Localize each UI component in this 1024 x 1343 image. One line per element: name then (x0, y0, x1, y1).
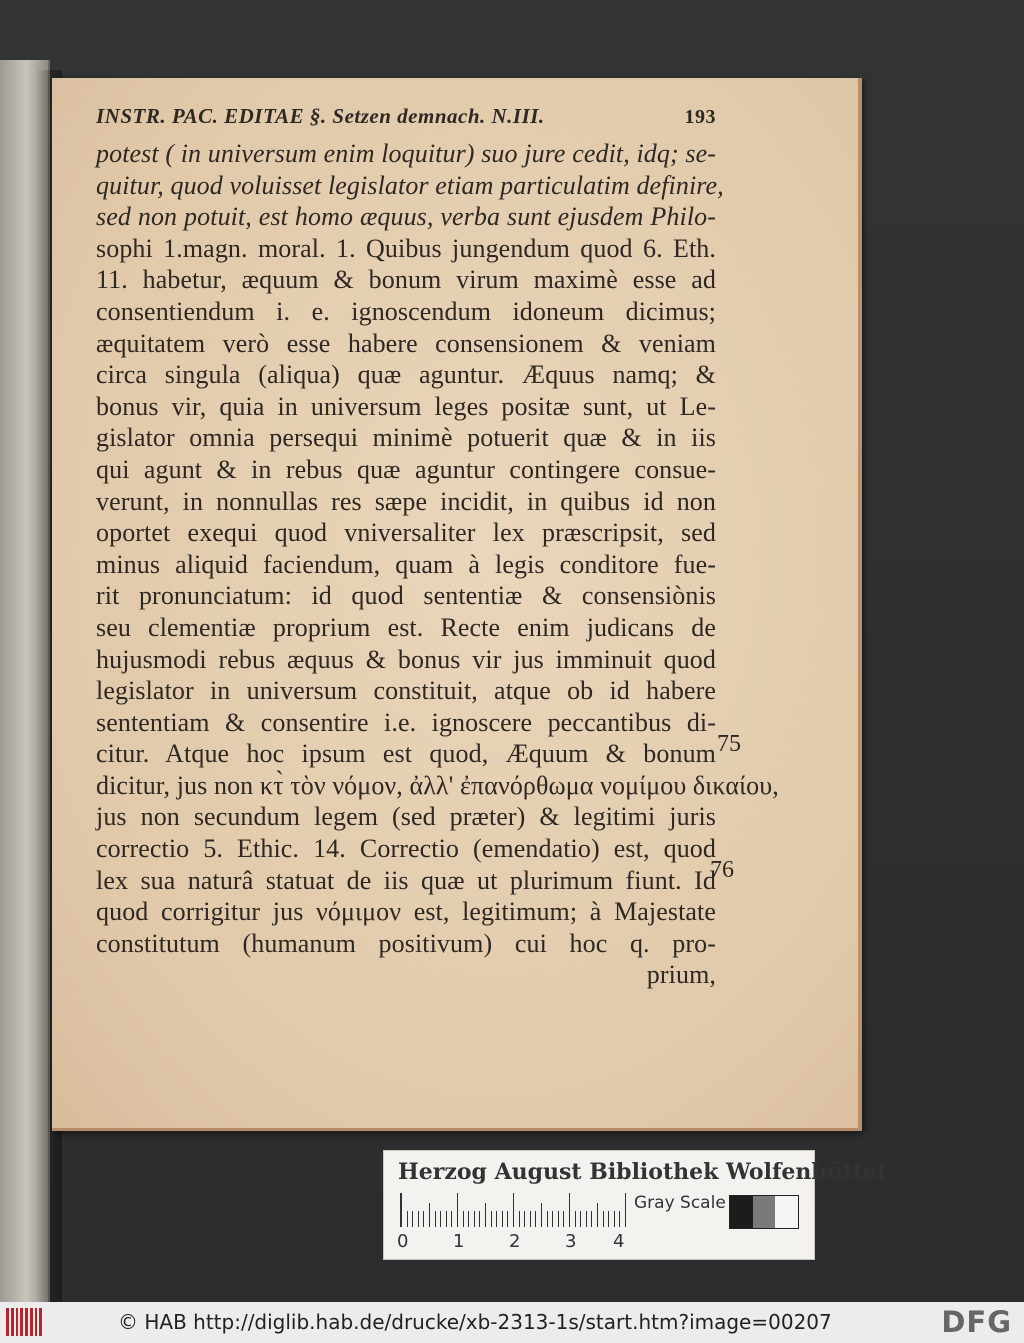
ruler-tick (580, 1211, 581, 1227)
dfg-logo: DFG (941, 1305, 1012, 1339)
text-line: rit pronunciatum: id quod sententiæ & consensiònis (96, 581, 716, 611)
ruler-tick (575, 1211, 576, 1227)
text-line: sophi 1.magn. moral. 1. Quibus jungendum quod 6. Eth. (96, 233, 716, 263)
swatch-white (775, 1196, 798, 1228)
text-line: sententiam & consentire i.e. ignoscere peccantibus di- (96, 707, 716, 737)
ruler-tick (502, 1211, 503, 1227)
ruler-number-1: 1 (453, 1231, 465, 1252)
ruler-tick (412, 1211, 413, 1227)
footer-copyright-link[interactable]: © HAB http://diglib.hab.de/drucke/xb-2313-1s/start.htm?image=00207 (118, 1310, 832, 1334)
ruler-tick (513, 1193, 514, 1227)
text-line: prium, (646, 960, 716, 990)
ruler-tick (435, 1211, 436, 1227)
text-line: correctio 5. Ethic. 14. Correctio (emendatio) est, quod (96, 834, 716, 864)
text-line: bonus vir, quia in universum leges positæ sunt, ut Le- (96, 391, 716, 421)
ruler-tick (569, 1193, 570, 1227)
text-line: seu clementiæ proprium est. Recte enim judicans de (96, 612, 716, 642)
gray-scale-label: Gray Scale (634, 1193, 726, 1213)
text-line: jus non secundum legem (sed præter) & legitimi juris (96, 802, 716, 832)
ruler-tick (603, 1211, 604, 1227)
gray-scale-swatch (729, 1195, 799, 1229)
text-line: quitur, quod voluisset legislator etiam particulatim definire, (96, 170, 724, 200)
library-name: Herzog August Bibliothek Wolfenbüttel (398, 1159, 886, 1185)
ruler-tick (429, 1203, 430, 1227)
text-line: constitutum (humanum positivum) cui hoc q. pro- (96, 928, 716, 958)
ruler-tick (463, 1211, 464, 1227)
ruler-number-4: 4 (613, 1231, 625, 1252)
text-line: consentiendum i. e. ignoscendum idoneum dicimus; (96, 296, 716, 326)
swatch-gray (753, 1196, 776, 1228)
ruler-tick (625, 1193, 626, 1227)
text-line: æquitatem verò esse habere consensionem & veniam (96, 328, 716, 358)
text-line: dicitur, jus non κτ̀ τὸν νόμον, ἀλλ' ἐπανόρθωμα νομίμου δικαίου, (96, 770, 779, 800)
text-line: qui agunt & in rebus quæ aguntur contingere consue- (96, 454, 716, 484)
ruler-tick (479, 1211, 480, 1227)
margin-note-75: 75 (717, 731, 741, 757)
ruler-tick (485, 1203, 486, 1227)
ruler-tick (535, 1211, 536, 1227)
ruler-tick (519, 1211, 520, 1227)
text-line: citur. Atque hoc ipsum est quod, Æquum & bonum (96, 739, 716, 769)
ruler-tick (468, 1211, 469, 1227)
ruler-tick (524, 1211, 525, 1227)
ruler-tick (474, 1211, 475, 1227)
ruler-tick (446, 1211, 447, 1227)
ruler-tick (541, 1203, 542, 1227)
text-line: circa singula (aliqua) quæ aguntur. Æquus namq; & (96, 360, 716, 390)
color-chart-label (383, 1150, 886, 1260)
ruler-tick (558, 1211, 559, 1227)
text-line: verunt, in nonnullas res sæpe incidit, in quibus id non (96, 486, 716, 516)
ruler-tick (591, 1211, 592, 1227)
ruler-tick (491, 1211, 492, 1227)
text-line: oportet exequi quod vniversaliter lex præscripsit, sed (96, 518, 716, 548)
hab-logo-icon (6, 1308, 42, 1336)
ruler-tick (451, 1211, 452, 1227)
text-line: lex sua naturâ statuat de iis quæ ut plurimum fiunt. Id (96, 865, 716, 895)
text-line: legislator in universum constituit, atque ob id habere (96, 676, 716, 706)
ruler-tick (418, 1211, 419, 1227)
ruler-tick (608, 1211, 609, 1227)
text-line: minus aliquid faciendum, quam à legis conditore fue- (96, 549, 716, 579)
ruler-number-3: 3 (565, 1231, 577, 1252)
text-line: quod corrigitur jus νόμιμον est, legitimum; à Majestate (96, 897, 716, 927)
footer-bar (0, 1302, 1024, 1343)
ruler-tick (440, 1211, 441, 1227)
ruler-tick (457, 1193, 458, 1227)
ruler-tick (552, 1211, 553, 1227)
ruler-tick (614, 1211, 615, 1227)
margin-note-76: 76 (710, 857, 734, 883)
ruler-tick (507, 1211, 508, 1227)
swatch-black (730, 1196, 753, 1228)
text-line: 11. habetur, æquum & bonum virum maximè esse ad (96, 265, 716, 295)
scale-ruler (400, 1193, 626, 1227)
ruler-tick (563, 1211, 564, 1227)
ruler-number-0: 0 (397, 1231, 409, 1252)
page-number: 193 (684, 106, 716, 128)
ruler-tick (407, 1211, 408, 1227)
ruler-number-2: 2 (509, 1231, 521, 1252)
ruler-tick (496, 1211, 497, 1227)
ruler-tick (401, 1193, 402, 1227)
ruler-tick (423, 1211, 424, 1227)
running-header (96, 104, 716, 138)
ruler-tick (619, 1211, 620, 1227)
running-header-title: INSTR. PAC. EDITAE §. Setzen demnach. N.III. (96, 104, 545, 128)
text-line: potest ( in universum enim loquitur) suo jure cedit, idq; se- (96, 139, 716, 168)
text-line: gislator omnia persequi minimè potuerit quæ & in iis (96, 423, 716, 453)
ruler-tick (597, 1203, 598, 1227)
ruler-tick (547, 1211, 548, 1227)
text-line: sed non potuit, est homo æquus, verba sunt ejusdem Philo- (96, 202, 716, 232)
text-line: hujusmodi rebus æquus & bonus vir jus imminuit quod (96, 644, 716, 674)
ruler-tick (530, 1211, 531, 1227)
ruler-tick (586, 1211, 587, 1227)
